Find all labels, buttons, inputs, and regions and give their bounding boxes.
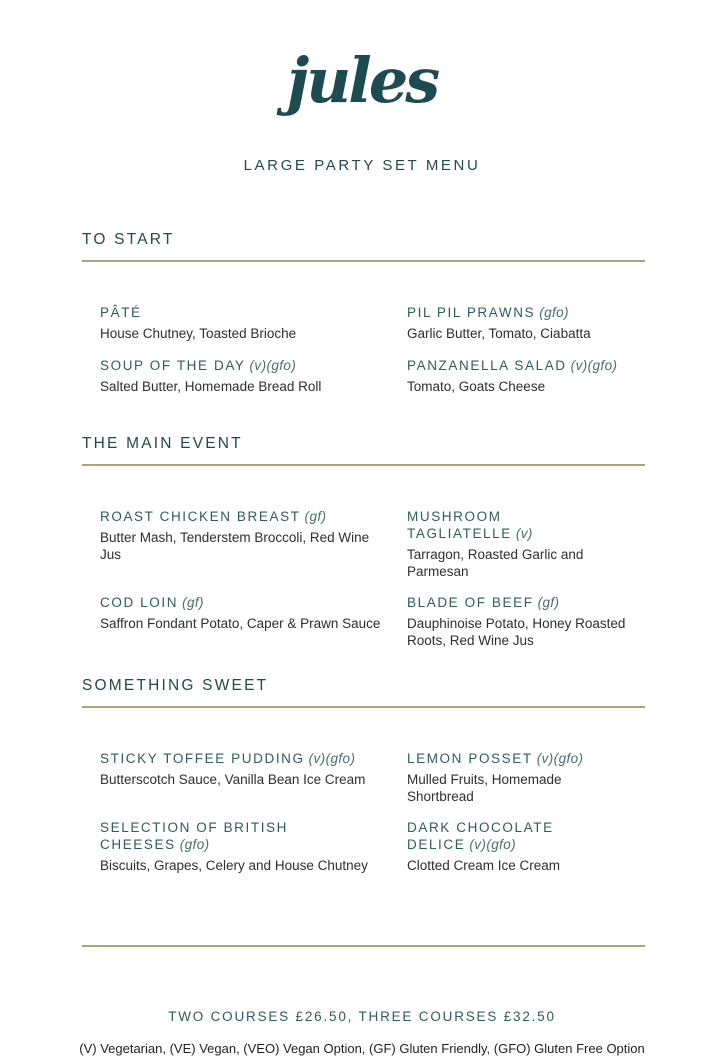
item-name: PANZANELLA SALAD: [407, 357, 567, 373]
item-title: [100, 594, 389, 611]
item-name: LEMON POSSET: [407, 751, 533, 767]
menu-item: [407, 508, 645, 580]
item-dietary-tags: (v): [515, 526, 533, 542]
item-name: COD LOIN: [100, 595, 179, 611]
section-divider: [82, 706, 645, 708]
item-dietary-tags: (v)(gfo): [249, 357, 297, 373]
dietary-legend: (V) Vegetarian, (VE) Vegan, (VEO) Vegan Option, (GF) Gluten Friendly, (GFO) Gluten Free Option: [79, 1040, 645, 1056]
item-dietary-tags: (v)(gfo): [308, 751, 356, 767]
item-dietary-tags: (gf): [182, 595, 204, 611]
item-title: [100, 750, 389, 767]
restaurant-logo: jules: [286, 44, 438, 117]
footer-divider: [82, 945, 645, 947]
item-description: Butter Mash, Tenderstem Broccoli, Red Wine Jus: [100, 530, 370, 562]
menu-item: [100, 304, 407, 343]
item-description: Tarragon, Roasted Garlic and Parmesan: [407, 547, 584, 579]
section-items: [100, 508, 645, 649]
section-items: [100, 304, 645, 395]
menu-item: [100, 508, 407, 580]
item-title: [100, 357, 389, 374]
item-description: Dauphinoise Potato, Honey Roasted Roots, Red Wine Jus: [407, 616, 626, 648]
item-description: Clotted Cream Ice Cream: [407, 858, 561, 874]
menu-item: [407, 304, 645, 343]
section-something-sweet: [82, 677, 645, 875]
menu-item: [407, 357, 645, 396]
item-dietary-tags: (gf): [304, 509, 327, 525]
menu-item: [100, 750, 407, 805]
item-dietary-tags: (gf): [537, 595, 560, 611]
item-title: [100, 819, 389, 853]
section-items: [100, 750, 645, 875]
item-title: [407, 819, 627, 853]
item-dietary-tags: (gfo): [539, 305, 569, 321]
item-title: [407, 594, 627, 611]
item-title: [407, 304, 627, 321]
item-description: Butterscotch Sauce, Vanilla Bean Ice Cream: [100, 772, 366, 788]
section-title: TO START: [82, 231, 175, 249]
item-description: Saffron Fondant Potato, Caper & Prawn Sauce: [100, 616, 381, 632]
item-title: [100, 304, 389, 321]
item-name: ROAST CHICKEN BREAST: [100, 509, 301, 525]
item-name: SOUP OF THE DAY: [100, 357, 246, 373]
item-description: Mulled Fruits, Homemade Shortbread: [407, 772, 562, 804]
section-title: SOMETHING SWEET: [82, 677, 269, 695]
item-dietary-tags: (gfo): [179, 837, 210, 853]
section-divider: [82, 464, 645, 466]
item-name: MUSHROOM TAGLIATELLE: [407, 509, 512, 542]
item-name: PÂTÉ: [100, 305, 142, 321]
item-name: SELECTION OF BRITISH CHEESES: [100, 820, 289, 853]
menu-item: [100, 594, 407, 649]
item-title: [407, 508, 627, 542]
menu-item: [407, 819, 645, 875]
section-main-event: [82, 435, 645, 649]
item-title: [407, 750, 627, 767]
item-title: [407, 357, 627, 374]
section-to-start: [82, 231, 645, 395]
item-dietary-tags: (v)(gfo): [469, 837, 517, 853]
section-title: THE MAIN EVENT: [82, 435, 243, 453]
item-title: [100, 508, 389, 525]
section-divider: [82, 260, 645, 262]
item-description: House Chutney, Toasted Brioche: [100, 326, 297, 342]
pricing-line: TWO COURSES £26.50, THREE COURSES £32.50: [168, 1008, 556, 1024]
item-dietary-tags: (v)(gfo): [570, 357, 618, 373]
item-dietary-tags: (v)(gfo): [536, 751, 584, 767]
item-description: Salted Butter, Homemade Bread Roll: [100, 378, 322, 394]
menu-item: [407, 750, 645, 805]
item-name: PIL PIL PRAWNS: [407, 305, 536, 321]
item-name: STICKY TOFFEE PUDDING: [100, 751, 305, 767]
item-name: BLADE OF BEEF: [407, 595, 534, 611]
item-name: DARK CHOCOLATE DELICE: [407, 820, 554, 853]
menu-item: [407, 594, 645, 649]
menu-content: [0, 231, 724, 875]
menu-item: [100, 819, 407, 875]
menu-item: [100, 357, 407, 396]
item-description: Garlic Butter, Tomato, Ciabatta: [407, 326, 591, 342]
menu-title: LARGE PARTY SET MENU: [243, 157, 481, 175]
item-description: Biscuits, Grapes, Celery and House Chutney: [100, 858, 368, 874]
item-description: Tomato, Goats Cheese: [407, 378, 546, 394]
